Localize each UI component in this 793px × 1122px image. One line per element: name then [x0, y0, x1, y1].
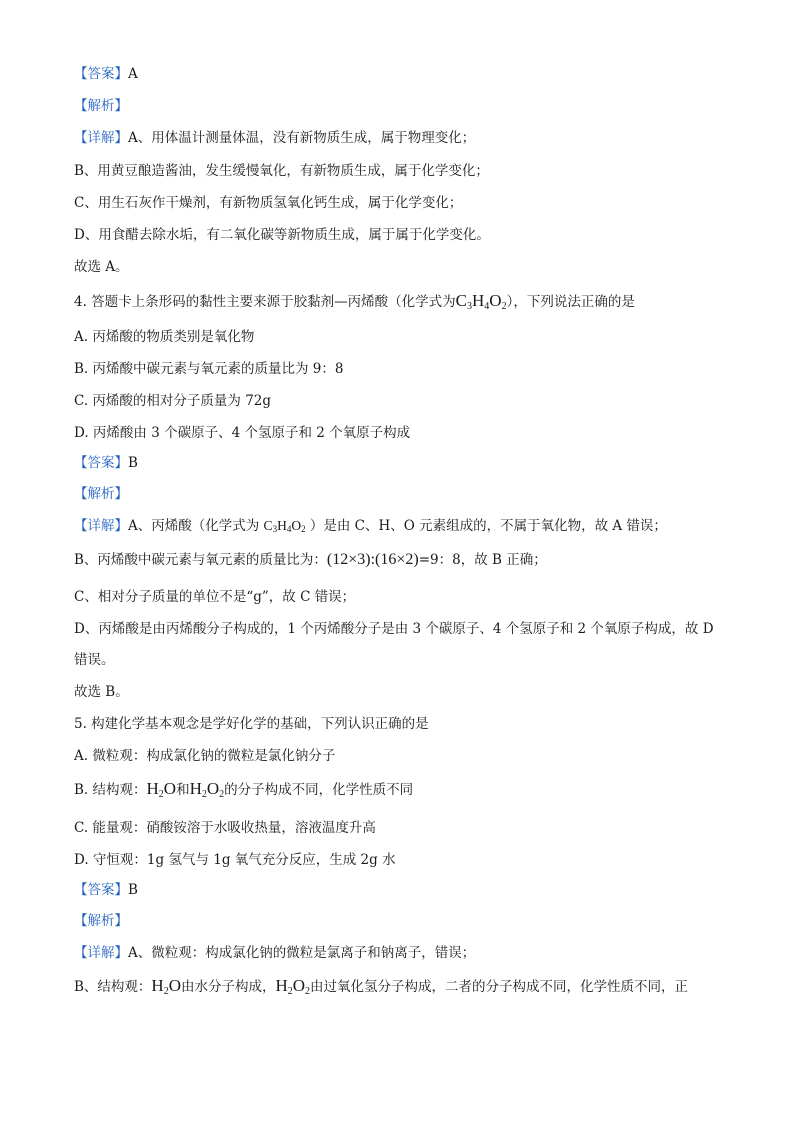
conclusion-line: 故选 B。	[74, 684, 129, 700]
option-a: A. 丙烯酸的物质类别是氧化物	[74, 329, 255, 345]
analysis-line	[74, 484, 128, 504]
analysis-tag: 【解析】	[74, 98, 128, 114]
detail-b-prefix: B、结构观：	[74, 979, 152, 995]
detail-b-suffix: 由过氧化氢分子构成，二者的分子构成不同，化学性质不同，正	[310, 979, 689, 995]
answer-line	[74, 64, 138, 84]
question-stem	[74, 291, 635, 317]
detail-d-line-1: D、丙烯酸是由丙烯酸分子构成的，1 个丙烯酸分子是由 3 个碳原子、4 个氢原子和 2 个氧原子构成，故 D	[74, 621, 714, 637]
chemical-formula	[456, 291, 507, 310]
detail-a-suffix: ）是由 C、H、O 元素组成的，不属于氧化物，故 A 错误；	[305, 518, 667, 534]
answer-tag: 【答案】	[74, 882, 128, 898]
detail-a-text: A、微粒观：构成氯化钠的微粒是氯离子和钠离子，错误；	[128, 945, 476, 961]
detail-a-prefix: A、丙烯酸（化学式为	[128, 518, 264, 534]
analysis-tag: 【解析】	[74, 913, 128, 929]
option-b-mid: 和	[176, 782, 190, 798]
detail-tag: 【详解】	[74, 945, 128, 961]
analysis-line	[74, 911, 128, 931]
detail-b-mid: 由水分子构成，	[180, 979, 276, 995]
answer-value: B	[128, 455, 138, 471]
detail-c-line: C、用生石灰作干燥剂，有新物质氢氧化钙生成，属于化学变化；	[74, 195, 463, 211]
chemical-formula	[264, 518, 306, 533]
formula-c-sub: 3	[467, 301, 473, 312]
formula-o-sub: 2	[501, 301, 507, 312]
formula-o: O	[489, 291, 502, 310]
formula-h-sub: 4	[286, 524, 292, 534]
answer-line	[74, 453, 138, 473]
conclusion-line: 故选 A。	[74, 259, 129, 275]
detail-a-line	[74, 516, 667, 539]
formula-c: C	[263, 518, 273, 533]
mass-ratio-expression: (12×3):(16×2)	[326, 551, 419, 568]
formula-h: H	[472, 291, 485, 310]
detail-c-line: C、相对分子质量的单位不是“g”，故 C 错误；	[74, 589, 356, 605]
detail-b-prefix: B、丙烯酸中碳元素与氧元素的质量比为：	[74, 552, 327, 568]
option-b: B. 丙烯酸中碳元素与氧元素的质量比为 9：8	[74, 361, 344, 377]
option-b-prefix: B. 结构观：	[74, 782, 147, 798]
formula-h-sub: 4	[484, 301, 490, 312]
detail-b-line	[74, 550, 547, 570]
detail-b-suffix: =9：8，故 B 正确；	[418, 552, 547, 568]
answer-tag: 【答案】	[74, 66, 128, 82]
option-a: A. 微粒观：构成氯化钠的微粒是氯化钠分子	[74, 748, 336, 764]
detail-d-line-2: 错误。	[74, 652, 115, 668]
option-b	[74, 779, 413, 805]
option-d: D. 守恒观：1g 氢气与 1g 氧气充分反应，生成 2g 水	[74, 852, 396, 868]
formula-c: C	[455, 291, 468, 310]
formula-h: H	[277, 518, 287, 533]
detail-tag: 【详解】	[74, 518, 128, 534]
detail-tag: 【详解】	[74, 130, 128, 146]
detail-b-line	[74, 976, 688, 1002]
detail-text: A、用体温计测量体温，没有新物质生成，属于物理变化；	[128, 130, 476, 146]
formula-c-sub: 3	[272, 524, 278, 534]
detail-a-line	[74, 943, 475, 963]
option-c: C. 丙烯酸的相对分子质量为 72g	[74, 393, 272, 409]
water-formula: $H_2O$	[146, 779, 177, 800]
answer-value: B	[128, 882, 138, 898]
formula-o: O	[291, 518, 302, 533]
hydrogen-peroxide-formula: $H_2O_2$	[275, 976, 311, 997]
formula-o-sub: 2	[301, 524, 306, 534]
option-d: D. 丙烯酸由 3 个碳原子、4 个氢原子和 2 个氧原子构成	[74, 425, 411, 441]
analysis-line	[74, 96, 128, 116]
option-c: C. 能量观：硝酸铵溶于水吸收热量，溶液温度升高	[74, 820, 376, 836]
detail-d-line: D、用食醋去除水垢，有二氧化碳等新物质生成，属于属于化学变化。	[74, 227, 490, 243]
detail-b-line: B、用黄豆酿造酱油，发生缓慢氧化，有新物质生成，属于化学变化；	[74, 163, 489, 179]
question-stem: 5. 构建化学基本观念是学好化学的基础，下列认识正确的是	[74, 716, 429, 732]
stem-prefix: 4. 答题卡上条形码的黏性主要来源于胶黏剂—丙烯酸（化学式为	[74, 294, 456, 310]
analysis-tag: 【解析】	[74, 486, 128, 502]
hydrogen-peroxide-formula: $H_2O_2$	[189, 779, 225, 800]
answer-value: A	[128, 66, 138, 82]
detail-a-line	[74, 128, 475, 148]
answer-line	[74, 880, 138, 900]
stem-suffix: ），下列说法正确的是	[506, 294, 635, 310]
water-formula: $H_2O$	[151, 976, 181, 997]
answer-tag: 【答案】	[74, 455, 128, 471]
option-b-suffix: 的分子构成不同，化学性质不同	[224, 782, 414, 798]
